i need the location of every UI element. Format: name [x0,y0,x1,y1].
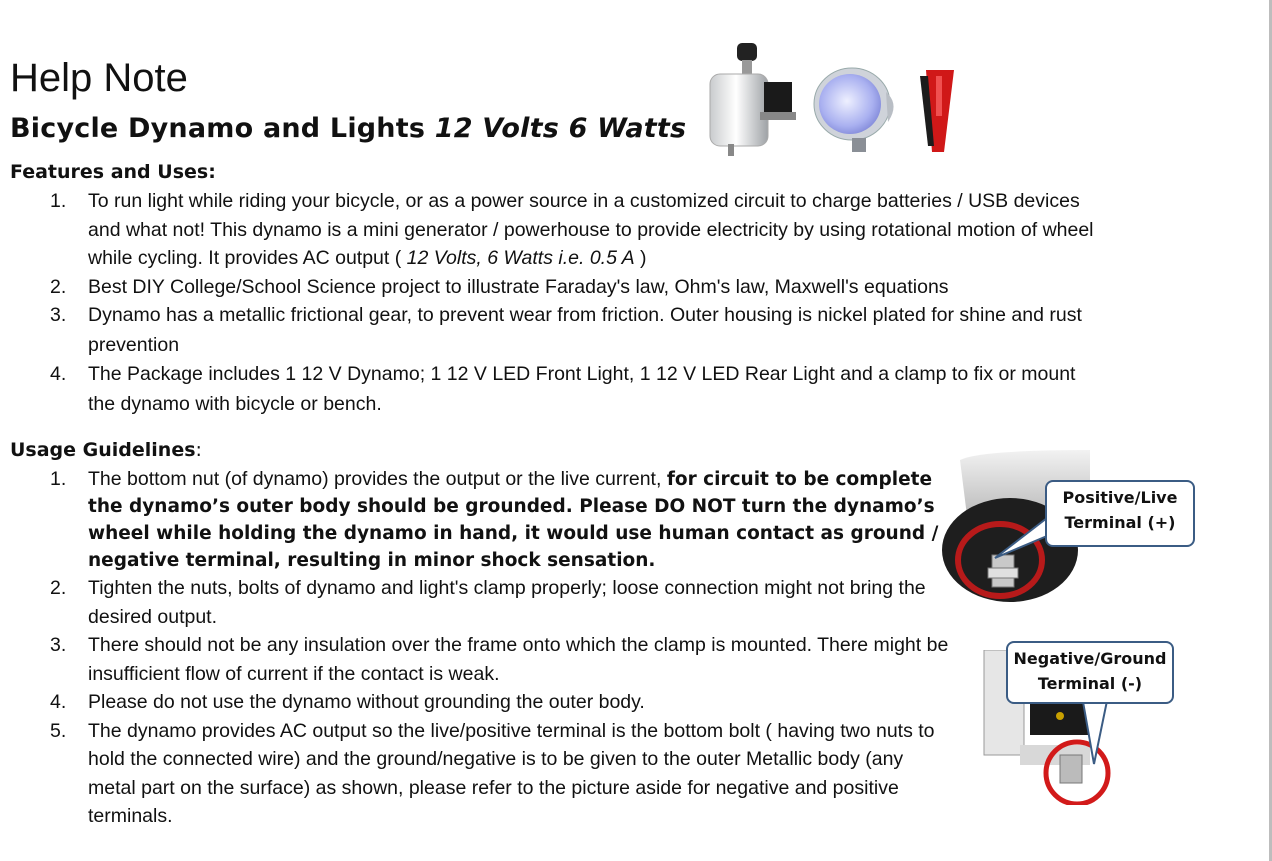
list-item [10,187,1100,273]
list-text: To run light while riding your bicycle, or as a power source in a customized circuit to charge batteries / USB devices and what not! This dynamo is a mini generator / powerhouse to provide electricity by using rotational motion of wheel while cycling. It provides AC output ( [88,190,1094,269]
list-text: The dynamo provides AC output so the live/positive terminal is the bottom bolt ( having two nuts to hold the connected wire) and the ground/negative is to be given to the outer Metallic body (any metal part on the surface) as shown, please refer to the picture aside for negative and positive terminals. [88,719,935,827]
list-item [10,688,950,717]
negative-terminal-callout [1006,641,1174,704]
list-text: Best DIY College/School Science project to illustrate Faraday's law, Ohm's law, Maxwell's equations [88,275,949,298]
list-text-italic: 12 Volts, 6 Watts i.e. 0.5 A [406,247,635,269]
list-item [10,574,950,631]
list-text: Dynamo has a metallic frictional gear, to prevent wear from friction. Outer housing is nickel plated for shine and rust prevention [88,304,1082,356]
features-list [10,187,1100,419]
list-text: Tighten the nuts, bolts of dynamo and light's clamp properly; loose connection might not bring the desired output. [88,577,926,628]
list-text: The bottom nut (of dynamo) provides the output or the live current, [88,468,667,490]
page-subtitle [10,113,686,144]
list-number: 2. [50,577,67,599]
list-number: 1. [50,468,67,490]
list-text: The Package includes 1 12 V Dynamo; 1 12 V LED Front Light, 1 12 V LED Rear Light and a clamp to fix or mount the dynamo with bicycle or bench. [88,363,1076,415]
list-item [10,273,1100,302]
list-text: There should not be any insulation over the frame onto which the clamp is mounted. There might be insufficient flow of current if the contact is weak. [88,634,949,685]
list-text-bold: for circuit to be complete the dynamo’s outer body should be grounded. Please DO NOT turn the dynamo’s wheel while holding the dynamo in hand, it would use human contact as ground / negative terminal, resulting in minor shock sensation. [88,469,939,571]
usage-heading-colon: : [195,439,202,461]
subtitle-italic: 12 Volts 6 Watts [434,113,687,144]
features-heading: Features and Uses: [10,161,216,183]
usage-list [10,466,950,831]
list-number: 1. [50,190,67,212]
callout-line: Terminal (-) [1037,674,1143,693]
callout-line: Terminal (+) [1064,513,1176,532]
list-item [10,717,950,831]
usage-heading-text: Usage Guidelines [10,439,196,461]
list-number: 3. [50,304,67,326]
list-number: 5. [50,719,67,742]
callout-line: Positive/Live [1062,488,1178,507]
list-number: 3. [50,634,67,656]
list-item [10,360,1100,419]
positive-terminal-callout [1045,480,1195,547]
rear-light-product-image [914,66,958,154]
list-number: 4. [50,691,67,713]
list-number: 2. [50,275,67,298]
subtitle-main: Bicycle Dynamo and Lights [10,113,435,144]
page-title: Help Note [10,56,188,100]
list-item [10,466,950,574]
callout-line: Negative/Ground [1013,649,1167,668]
front-light-product-image [808,62,904,156]
dynamo-product-image [700,40,800,158]
usage-heading [10,439,202,461]
list-number: 4. [50,363,67,385]
list-item [10,301,1100,360]
list-item [10,631,950,688]
list-text: ) [634,247,647,269]
list-text: Please do not use the dynamo without grounding the outer body. [88,691,645,713]
